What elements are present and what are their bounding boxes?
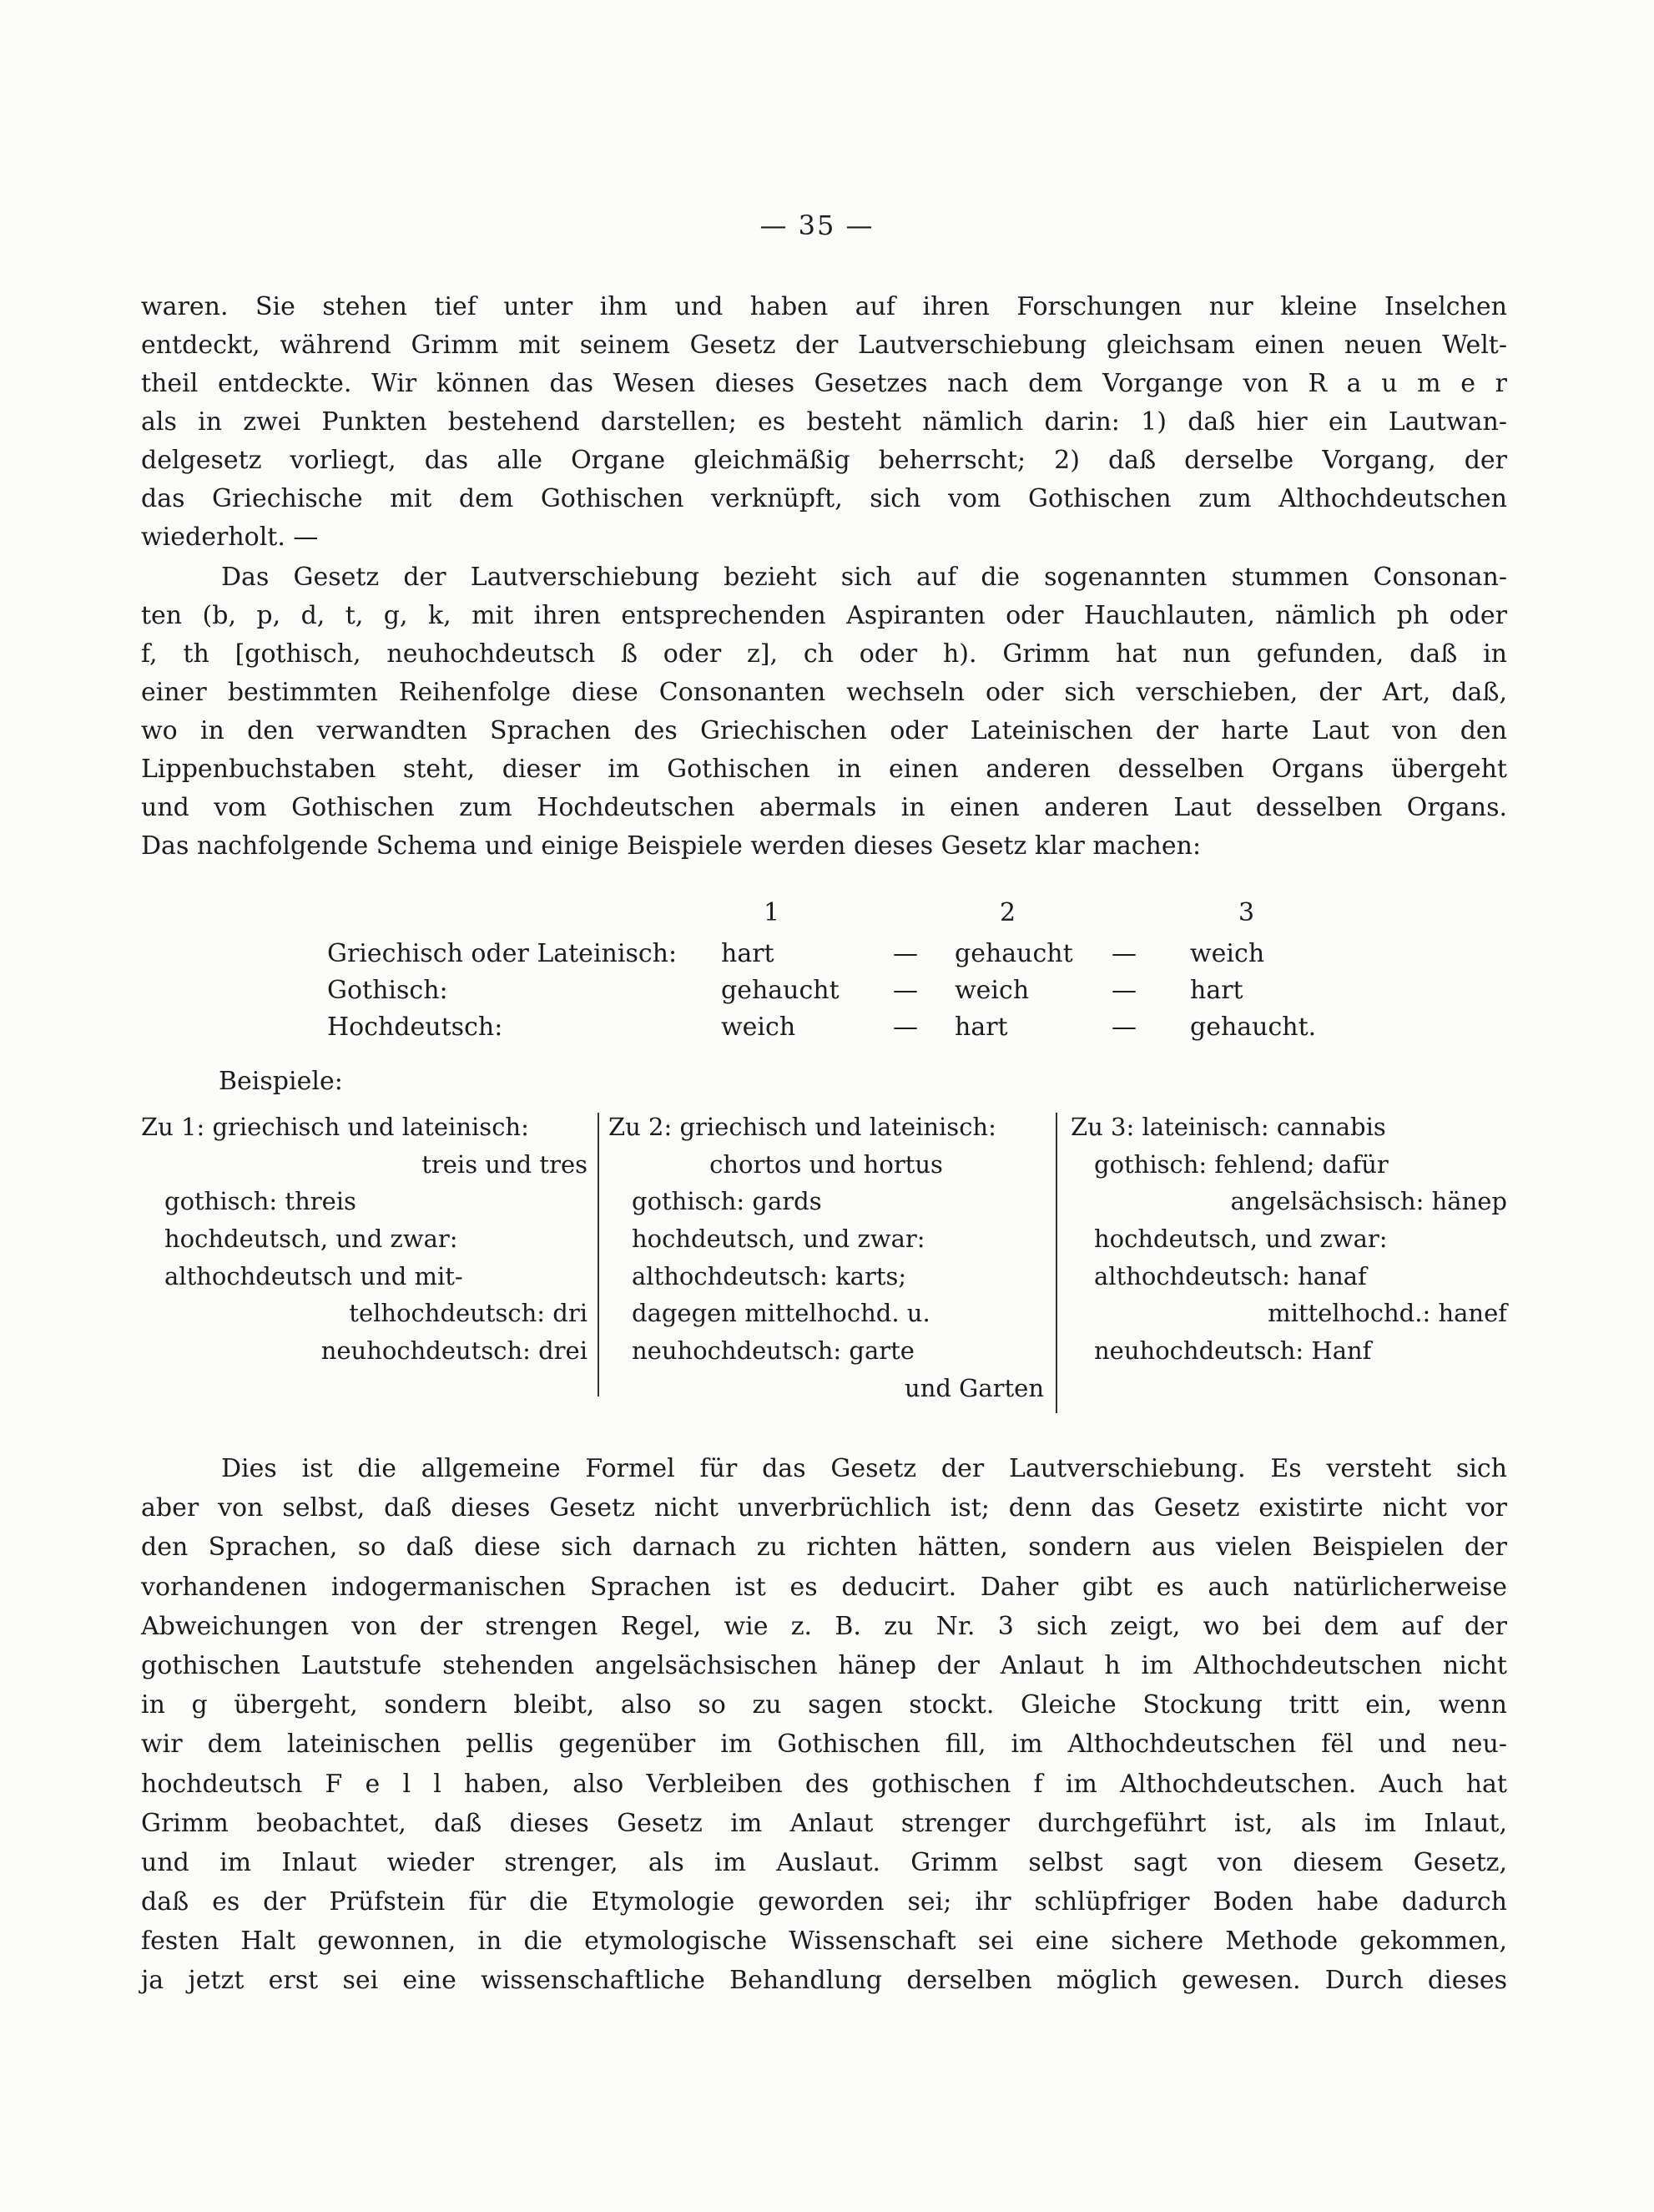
text-line: ten (b, p, d, t, g, k, mit ihren entsprechenden Aspiranten oder Hauchlauten, nämlich ph oder <box>141 601 1507 630</box>
column-divider <box>598 1113 599 1396</box>
schema-row-label: Gothisch: <box>327 976 448 1005</box>
text-line: aber von selbst, daß dieses Gesetz nicht unverbrüchlich ist; denn das Gesetz existirte nicht vor <box>141 1493 1507 1523</box>
example-line: gothisch: gards <box>632 1187 822 1216</box>
text-line: als in zwei Punkten bestehend darstellen; es besteht nämlich darin: 1) daß hier ein Lautwan- <box>141 407 1507 437</box>
text-line: daß es der Prüfstein für die Etymologie geworden sei; ihr schlüpfriger Boden habe dadurch <box>141 1887 1507 1917</box>
schema-dash: — <box>893 939 918 968</box>
schema-value: weich <box>1190 939 1265 968</box>
paragraph <box>141 1449 1507 2001</box>
example-line: mittelhochd.: hanef <box>1268 1299 1507 1328</box>
example-line: telhochdeutsch: dri <box>349 1299 587 1328</box>
text-line: waren. Sie stehen tief unter ihm und haben auf ihren Forschungen nur kleine Inselchen <box>141 292 1507 321</box>
text-line: delgesetz vorliegt, das alle Organe gleichmäßig beherrscht; 2) daß derselbe Vorgang, der <box>141 446 1507 475</box>
example-line: Zu 2: griechisch und lateinisch: <box>608 1113 996 1141</box>
example-line: gothisch: threis <box>164 1187 356 1216</box>
schema-column-number: 3 <box>1238 898 1255 927</box>
text-line: Abweichungen von der strengen Regel, wie z. B. zu Nr. 3 sich zeigt, wo bei dem auf der <box>141 1611 1507 1641</box>
page-number: — 35 — <box>759 210 875 241</box>
schema-row-label: Hochdeutsch: <box>327 1013 503 1042</box>
schema-value: hart <box>955 1013 1008 1042</box>
schema-value: weich <box>721 1013 796 1042</box>
schema-dash: — <box>1112 976 1137 1005</box>
text-line: wiederholt. — <box>141 523 319 552</box>
example-line: neuhochdeutsch: Hanf <box>1094 1336 1372 1366</box>
example-line: Zu 1: griechisch und lateinisch: <box>141 1113 529 1141</box>
example-line: neuhochdeutsch: drei <box>320 1336 587 1366</box>
schema-column-number: 2 <box>1000 898 1016 927</box>
text-line: und im Inlaut wieder strenger, als im Auslaut. Grimm selbst sagt von diesem Gesetz, <box>141 1847 1507 1877</box>
text-line: das Griechische mit dem Gothischen verknüpft, sich vom Gothischen zum Althochdeutschen <box>141 484 1507 513</box>
text-line: gothischen Lautstufe stehenden angelsächsischen hänep der Anlaut h im Althochdeutschen nicht <box>141 1650 1507 1680</box>
example-line: althochdeutsch: hanaf <box>1094 1261 1367 1290</box>
schema-value: hart <box>1190 976 1243 1005</box>
examples-heading: Beispiele: <box>219 1067 343 1096</box>
example-line: chortos und hortus <box>709 1149 943 1179</box>
schema-value: gehaucht <box>721 976 840 1005</box>
schema-column-number: 1 <box>764 898 780 927</box>
text-line: theil entdeckte. Wir können das Wesen dieses Gesetzes nach dem Vorgange von R a u m e r <box>141 369 1507 398</box>
text-line: Grimm beobachtet, daß dieses Gesetz im Anlaut strenger durchgeführt ist, als im Inlaut, <box>141 1808 1507 1838</box>
text-line: Dies ist die allgemeine Formel für das Gesetz der Lautverschiebung. Es versteht sich <box>221 1454 1507 1483</box>
text-line: Das nachfolgende Schema und einige Beispiele werden dieses Gesetz klar machen: <box>141 831 1202 861</box>
schema-dash: — <box>1112 939 1137 968</box>
example-line: dagegen mittelhochd. u. <box>632 1299 930 1328</box>
text-line: f, th [gothisch, neuhochdeutsch ß oder z], ch oder h). Grimm hat nun gefunden, daß in <box>141 639 1507 669</box>
text-line: wir dem lateinischen pellis gegenüber im Gothischen fill, im Althochdeutschen fël und neu- <box>141 1730 1507 1760</box>
example-column-1 <box>141 1109 587 1370</box>
text-line: Das Gesetz der Lautverschiebung bezieht sich auf die sogenannten stummen Consonan- <box>221 563 1507 592</box>
example-line: hochdeutsch, und zwar: <box>1094 1225 1388 1254</box>
text-line: und vom Gothischen zum Hochdeutschen abermals in einen anderen Laut desselben Organs. <box>141 793 1507 822</box>
example-line: althochdeutsch und mit- <box>164 1261 463 1290</box>
paragraph <box>141 558 1507 866</box>
paragraph <box>141 288 1507 557</box>
text-line: einer bestimmten Reihenfolge diese Consonanten wechseln oder sich verschieben, der Art, daß, <box>141 678 1507 707</box>
example-line: und Garten <box>905 1373 1044 1402</box>
example-line: treis und tres <box>421 1149 587 1179</box>
example-line: Zu 3: lateinisch: cannabis <box>1071 1113 1386 1141</box>
example-line: gothisch: fehlend; dafür <box>1094 1149 1389 1179</box>
example-line: neuhochdeutsch: garte <box>632 1336 915 1366</box>
example-column-3 <box>1071 1109 1507 1370</box>
schema-row-label: Griechisch oder Lateinisch: <box>327 939 678 968</box>
example-line: althochdeutsch: karts; <box>632 1261 907 1290</box>
text-line: festen Halt gewonnen, in die etymologische Wissenschaft sei eine sichere Methode gekommen, <box>141 1927 1507 1957</box>
text-line: Lippenbuchstaben steht, dieser im Gothischen in einen anderen desselben Organs übergeht <box>141 755 1507 784</box>
text-line: den Sprachen, so daß diese sich darnach zu richten hätten, sondern aus vielen Beispielen der <box>141 1533 1507 1563</box>
schema-dash: — <box>893 1013 918 1042</box>
schema-value: gehaucht <box>955 939 1073 968</box>
example-line: hochdeutsch, und zwar: <box>632 1225 925 1254</box>
example-column-2 <box>608 1109 1044 1407</box>
text-line: vorhandenen indogermanischen Sprachen ist es deducirt. Daher gibt es auch natürlicherweise <box>141 1572 1507 1602</box>
schema-value: weich <box>955 976 1030 1005</box>
schema-dash: — <box>893 976 918 1005</box>
schema-value: gehaucht. <box>1190 1013 1317 1042</box>
schema-value: hart <box>721 939 774 968</box>
column-divider <box>1056 1113 1057 1413</box>
schema-dash: — <box>1112 1013 1137 1042</box>
text-line: ja jetzt erst sei eine wissenschaftliche Behandlung derselben möglich gewesen. Durch dieses <box>141 1966 1507 1996</box>
text-line: hochdeutsch F e l l haben, also Verbleiben des gothischen f im Althochdeutschen. Auch hat <box>141 1769 1507 1799</box>
text-line: wo in den verwandten Sprachen des Griechischen oder Lateinischen der harte Laut von den <box>141 716 1507 745</box>
example-line: angelsächsisch: hänep <box>1230 1187 1507 1216</box>
text-line: in g übergeht, sondern bleibt, also so zu sagen stockt. Gleiche Stockung tritt ein, wenn <box>141 1690 1507 1720</box>
example-line: hochdeutsch, und zwar: <box>164 1225 458 1254</box>
text-line: entdeckt, während Grimm mit seinem Gesetz der Lautverschiebung gleichsam einen neuen Welt- <box>141 331 1507 360</box>
